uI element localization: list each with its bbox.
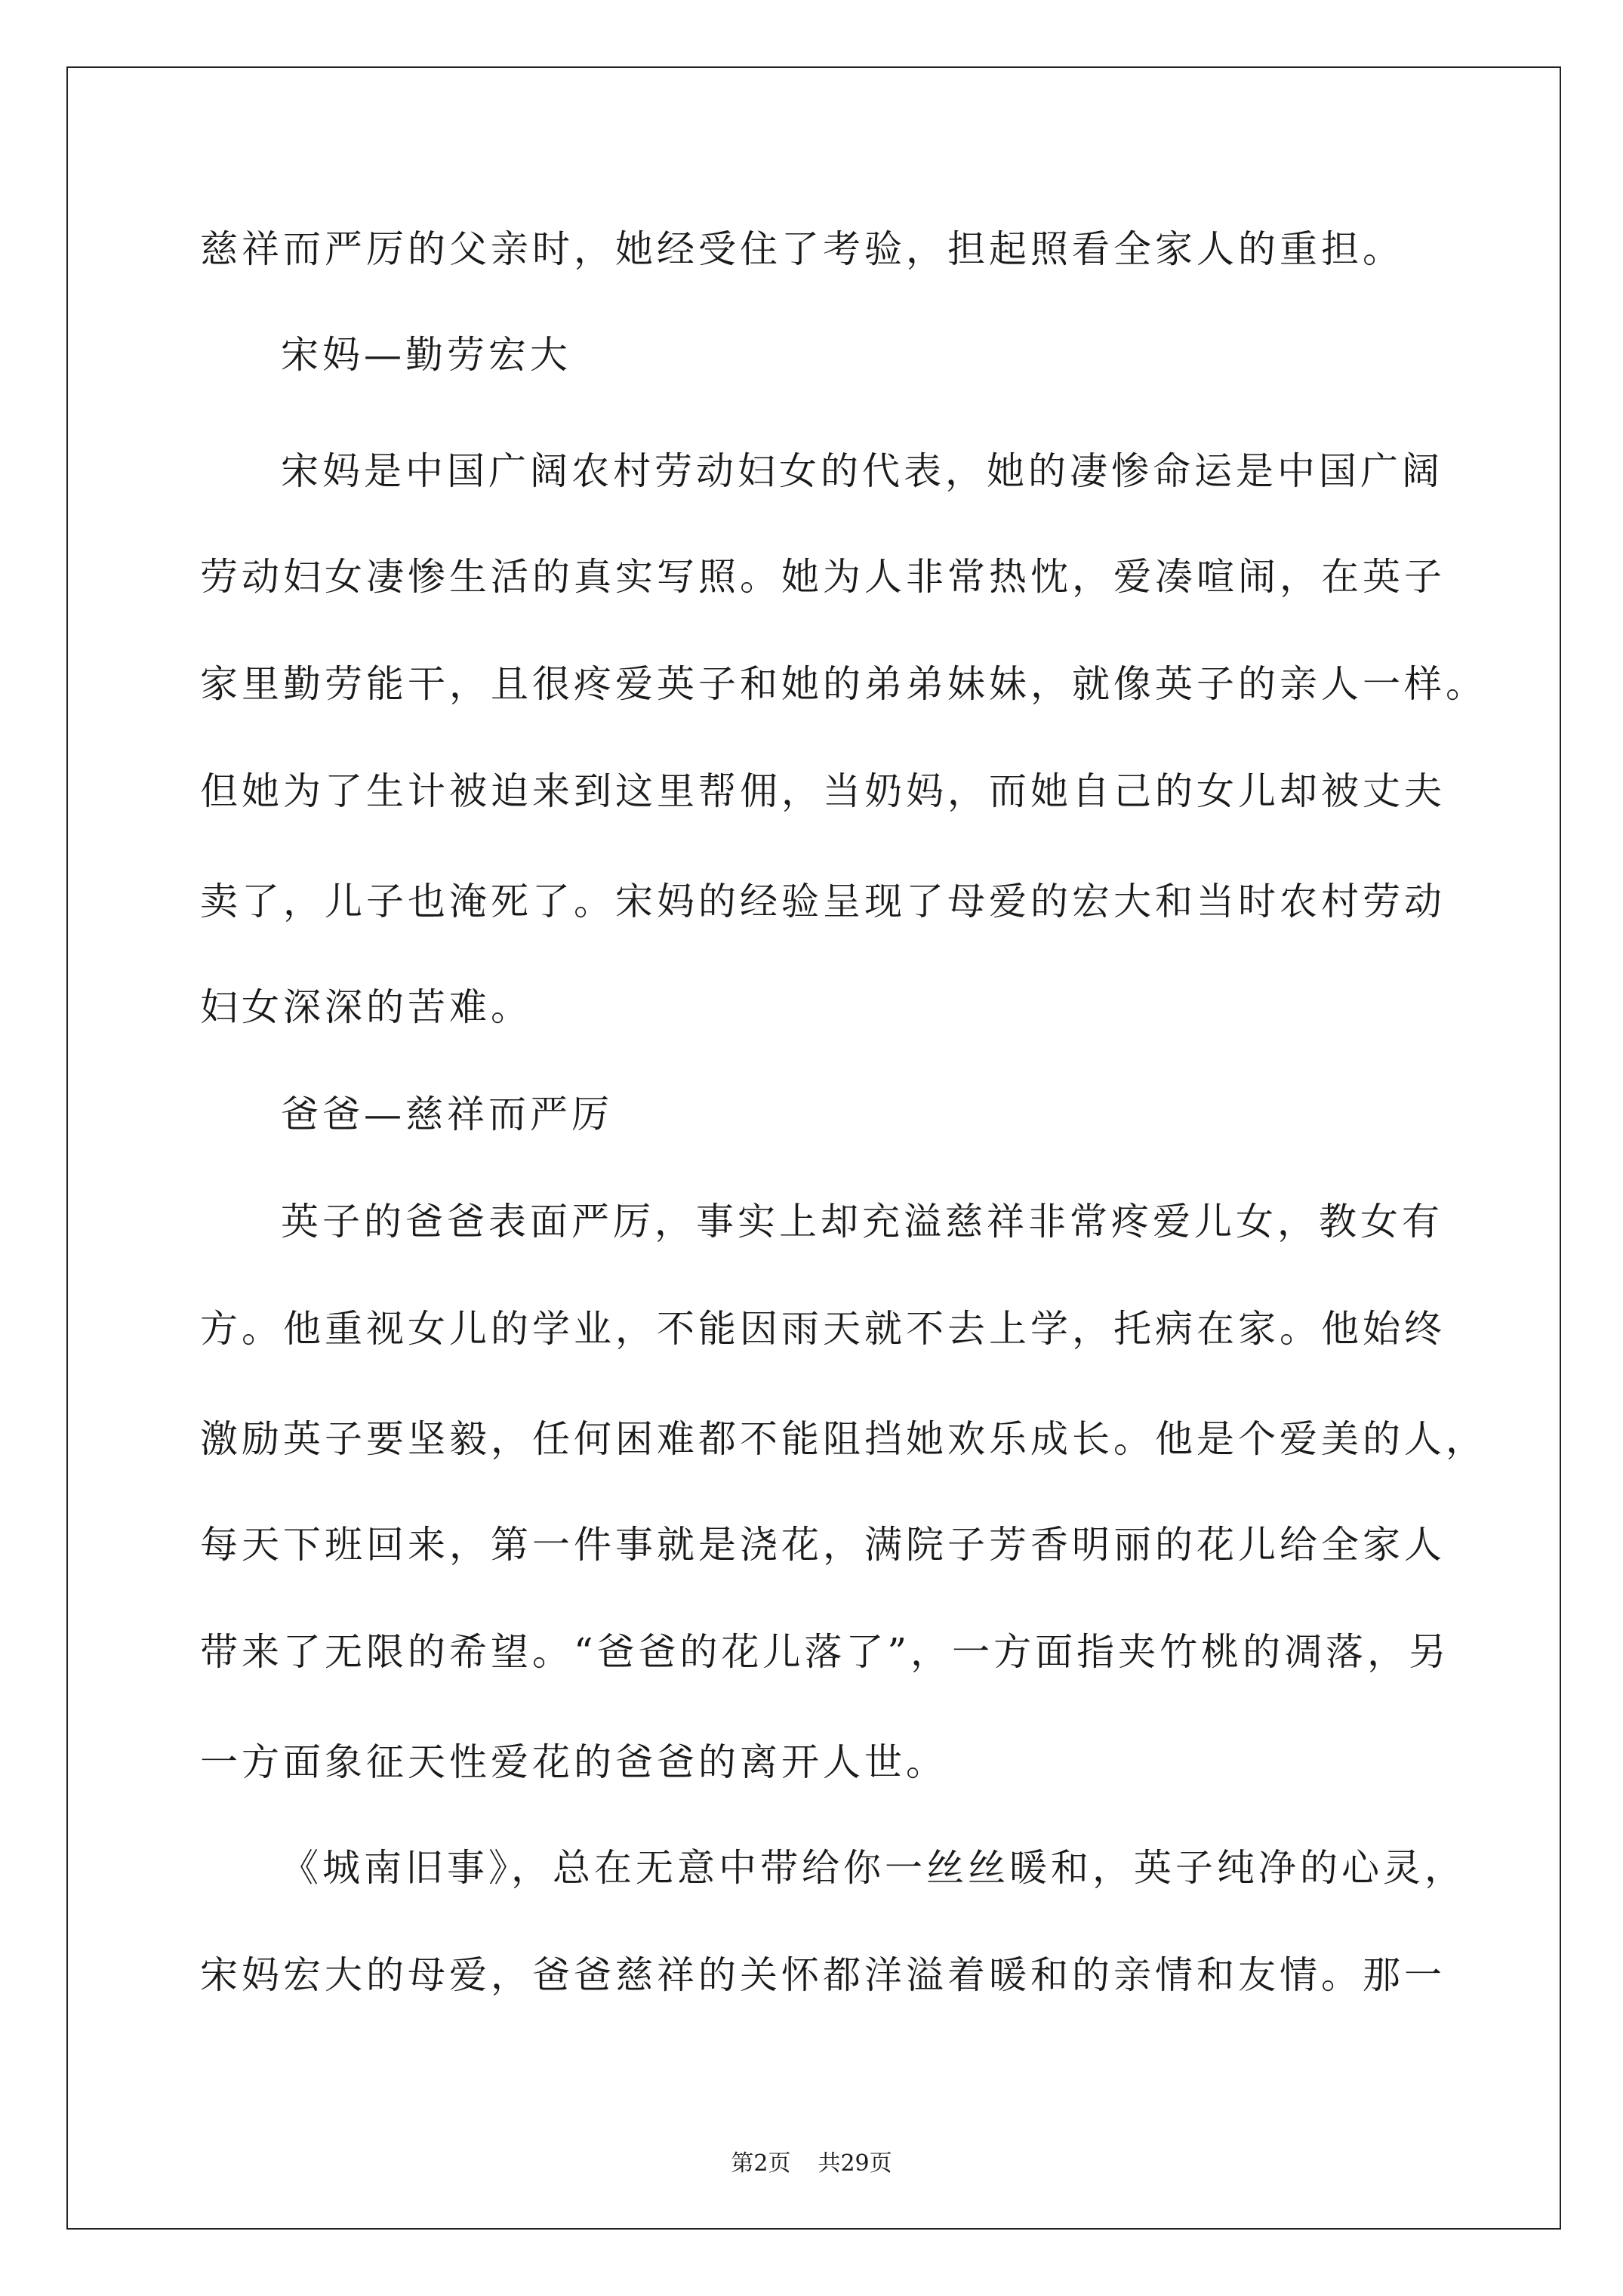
total-pages: 共29页 (818, 2150, 892, 2177)
body-line-14: 带来了无限的希望。“爸爸的花儿落了”，一方面指夹竹桃的凋落，另 (200, 1630, 1451, 1674)
body-line-11: 方。他重视女儿的学业，不能因雨天就不去上学，托病在家。他始终 (200, 1307, 1446, 1351)
body-line-5: 家里勤劳能干，且很疼爱英子和她的弟弟妹妹，就像英子的亲人一样。 (200, 662, 1487, 706)
body-line-10: 英子的爸爸表面严厉，事实上却充溢慈祥非常疼爱儿女，教女有 (281, 1200, 1443, 1244)
section-heading-song-ma: 宋妈—勤劳宏大 (281, 333, 571, 377)
body-line-3: 宋妈是中国广阔农村劳动妇女的代表，她的凄惨命运是中国广阔 (281, 449, 1443, 493)
body-line-1: 慈祥而严厉的父亲时，她经受住了考验，担起照看全家人的重担。 (200, 227, 1404, 271)
body-line-7: 卖了，儿子也淹死了。宋妈的经验呈现了母爱的宏大和当时农村劳动 (200, 880, 1446, 923)
page-footer (0, 2150, 1623, 2177)
body-line-4: 劳动妇女凄惨生活的真实写照。她为人非常热忱，爱凑喧闹，在英子 (200, 555, 1446, 599)
body-line-12: 激励英子要坚毅，任何困难都不能阻挡她欢乐成长。他是个爱美的人， (200, 1417, 1487, 1461)
page-border (66, 66, 1561, 2230)
body-line-17: 宋妈宏大的母爱，爸爸慈祥的关怀都洋溢着暖和的亲情和友情。那一 (200, 1953, 1446, 1997)
body-line-16: 《城南旧事》，总在无意中带给你一丝丝暖和，英子纯净的心灵， (281, 1846, 1466, 1890)
page-number: 第2页 (731, 2150, 791, 2177)
body-line-15: 一方面象征天性爱花的爸爸的离开人世。 (200, 1740, 947, 1784)
body-line-13: 每天下班回来，第一件事就是浇花，满院子芳香明丽的花儿给全家人 (200, 1523, 1446, 1567)
body-line-8: 妇女深深的苦难。 (200, 985, 532, 1029)
section-heading-father: 爸爸—慈祥而严厉 (281, 1093, 613, 1136)
body-line-6: 但她为了生计被迫来到这里帮佣，当奶妈，而她自己的女儿却被丈夫 (200, 769, 1446, 813)
